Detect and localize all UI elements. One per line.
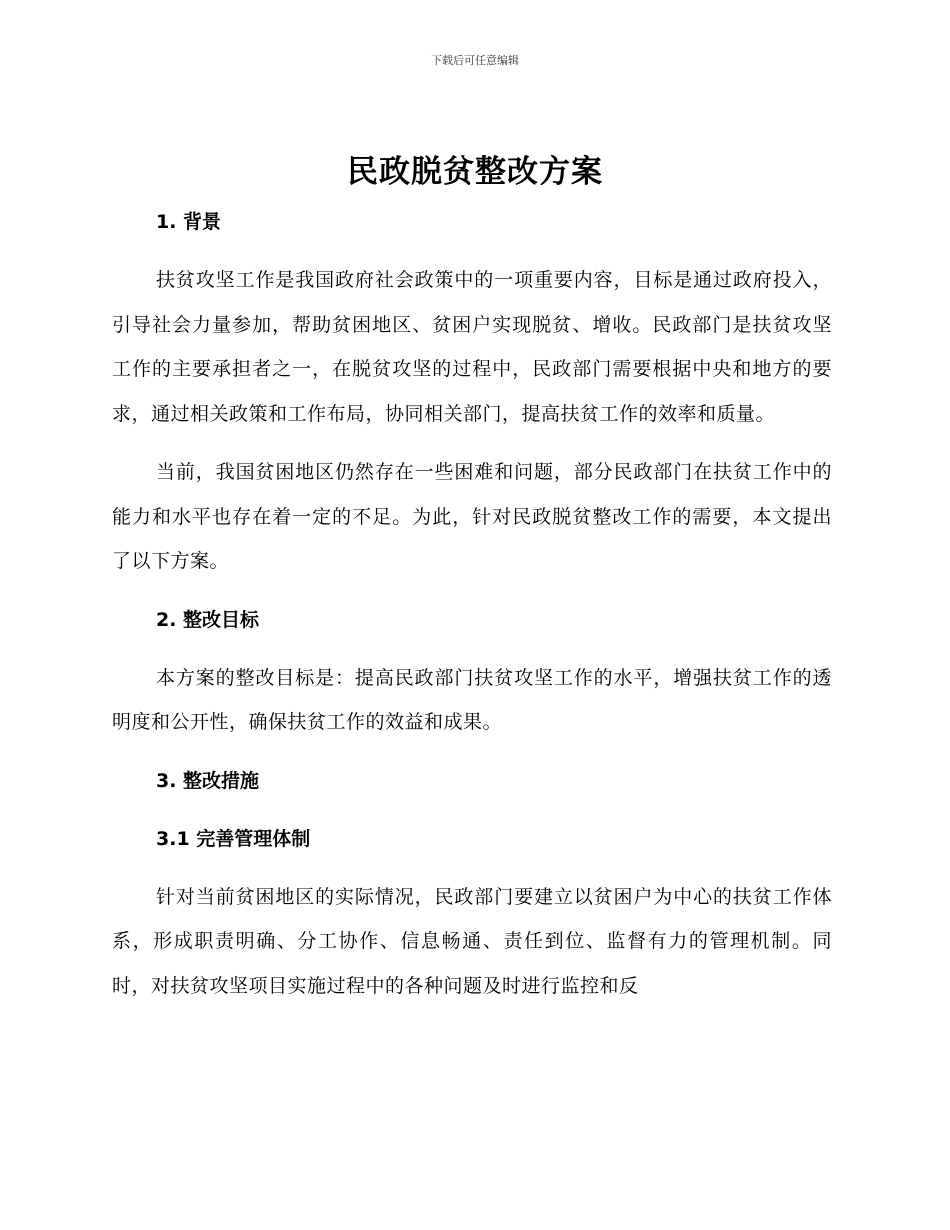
paragraph-background-1: 扶贫攻坚工作是我国政府社会政策中的一项重要内容，目标是通过政府投入，引导社会力量参加，帮助贫困地区、贫困户实现脱贫、增收。民政部门是扶贫攻坚工作的主要承担者之一，在脱贫攻坚的过程中，民政部门需要根据中央和地方的要求，通过相关政策和工作布局，协同相关部门，提高扶贫工作的效率和质量。 (112, 269, 832, 425)
subsection-heading-management: 3.1 完善管理体制 (156, 827, 311, 850)
section-heading-measures: 3. 整改措施 (156, 769, 260, 792)
paragraph-goals: 本方案的整改目标是：提高民政部门扶贫攻坚工作的水平，增强扶贫工作的透明度和公开性，确保扶贫工作的效益和成果。 (112, 666, 832, 733)
header-note: 下载后可任意编辑 (431, 54, 519, 67)
paragraph-background-2: 当前，我国贫困地区仍然存在一些困难和问题，部分民政部门在扶贫工作中的能力和水平也存在着一定的不足。为此，针对民政脱贫整改工作的需要，本文提出了以下方案。 (112, 461, 832, 572)
section-heading-background: 1. 背景 (156, 211, 222, 233)
section-heading-goals: 2. 整改目标 (156, 608, 260, 631)
paragraph-management: 针对当前贫困地区的实际情况，民政部门要建立以贫困户为中心的扶贫工作体系，形成职责明确、分工协作、信息畅通、责任到位、监督有力的管理机制。同时，对扶贫攻坚项目实施过程中的各种问题及时进行监控和反 (112, 885, 832, 997)
document-title: 民政脱贫整改方案 (347, 154, 603, 190)
document-body (112, 200, 832, 1008)
